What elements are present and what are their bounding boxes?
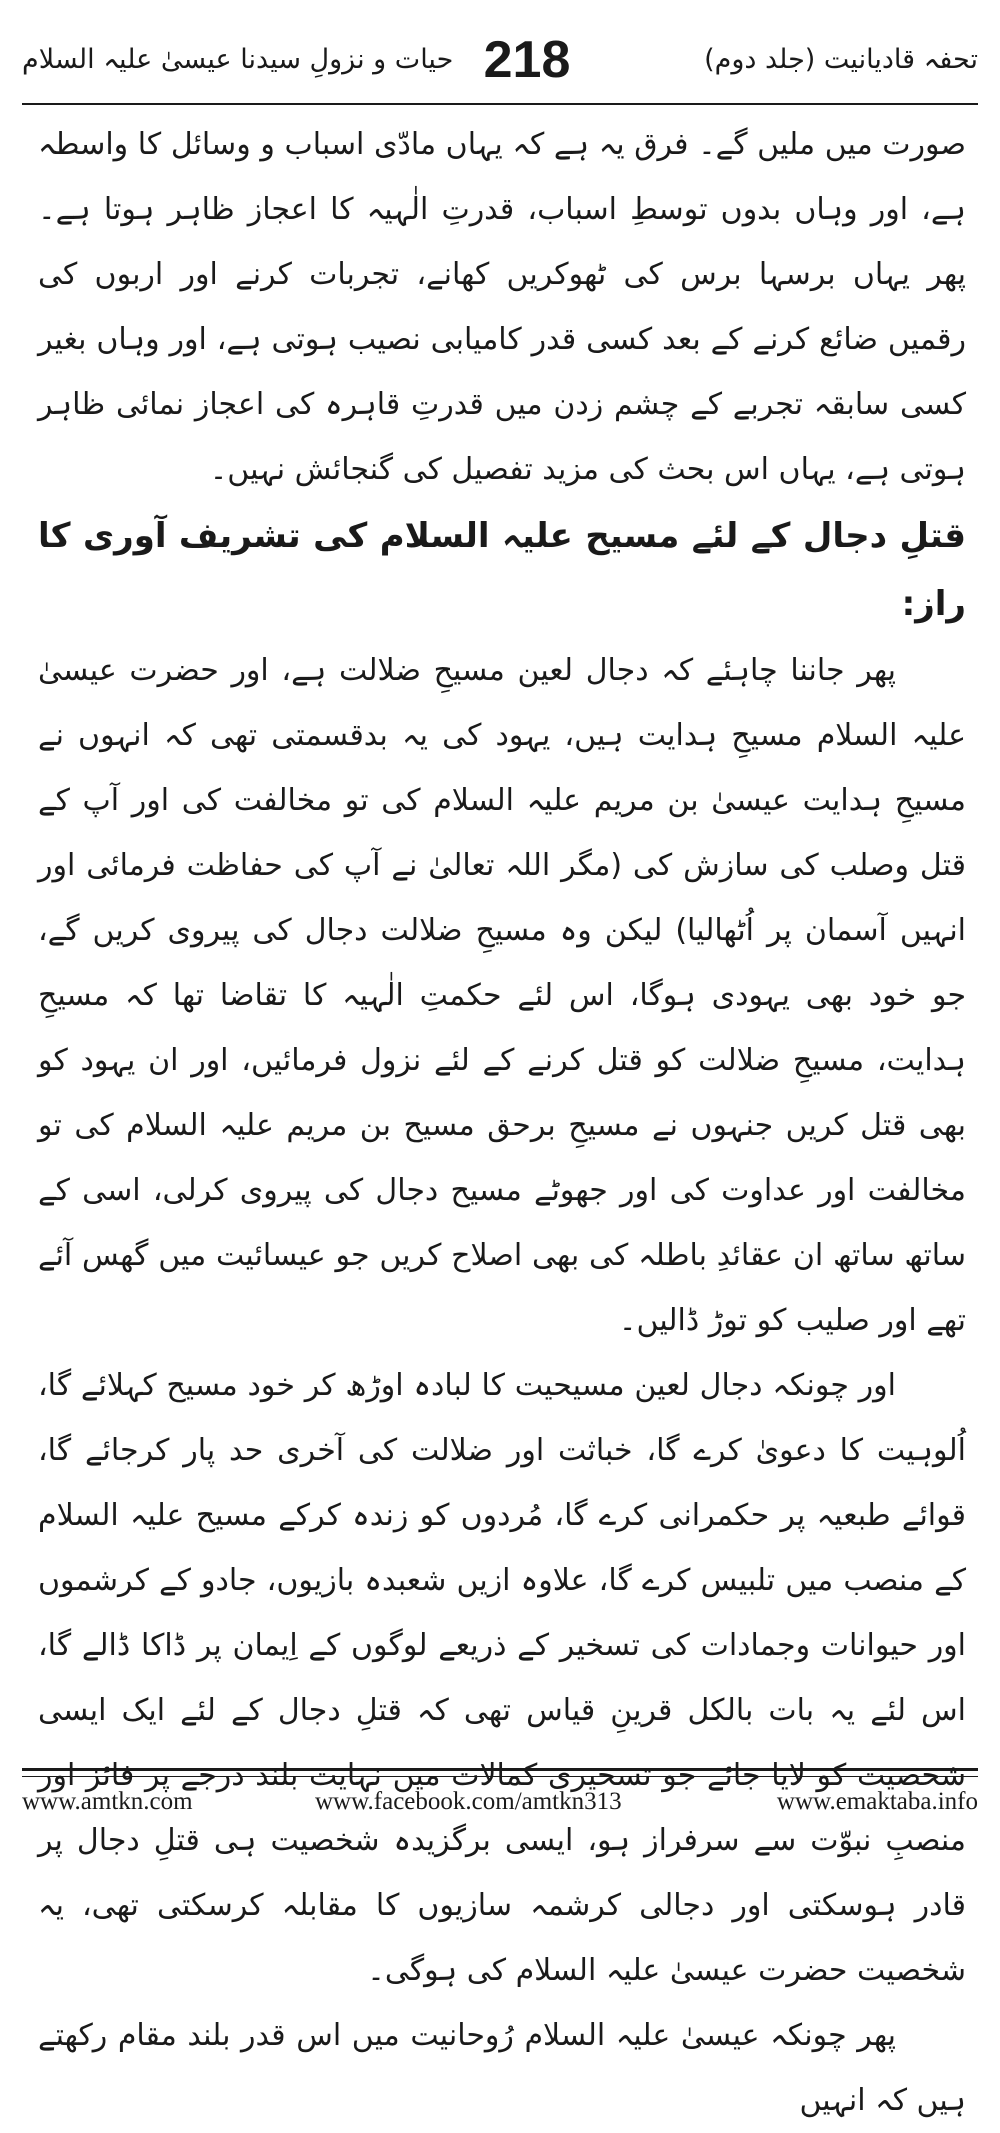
page-header	[22, 30, 978, 100]
paragraph-4: پھر چونکہ عیسیٰ علیہ السلام رُوحانیت میں اس قدر بلند مقام رکھتے ہیں کہ انہیں	[38, 2018, 966, 2118]
footer-divider	[22, 1768, 978, 1777]
page-number: 218	[483, 31, 571, 89]
book-title: تحفہ قادیانیت (جلد دوم)	[704, 44, 978, 75]
section-heading: قتلِ دجال کے لئے مسیح علیہ السلام کی تشریف آوری کا راز:	[38, 516, 966, 624]
chapter-title: حیات و نزولِ سیدنا عیسیٰ علیہ السلام	[22, 44, 454, 75]
footer-link-emaktaba[interactable]: www.emaktaba.info	[776, 1788, 978, 1815]
paragraph-2: پھر جاننا چاہئے کہ دجال لعین مسیحِ ضلالت ہے، اور حضرت عیسیٰ علیہ السلام مسیحِ ہدایت ہیں، یہود کی یہ بدقسمتی تھی کہ انہوں نے مسیحِ ہدایت عیسیٰ بن مریم علیہ السلام کی تو مخالفت کی اور آپ کے قتل وصلب کی سازش کی (مگر اللہ تعالیٰ نے آپ کی حفاظت فرمائی اور انہیں آسمان پر اُٹھالیا) لیکن وہ مسیحِ ضلالت دجال کی پیروی کریں گے، جو خود بھی یہودی ہوگا، اس لئے حکمتِ الٰہیہ کا تقاضا تھا کہ مسیحِ ہدایت، مسیحِ ضلالت کو قتل کرنے کے لئے نزول فرمائیں، اور ان یہود کو بھی قتل کریں جنہوں نے مسیحِ برحق مسیح بن مریم علیہ السلام کی تو مخالفت اور عداوت کی اور جھوٹے مسیح دجال کی پیروی کرلی، اسی کے ساتھ ساتھ ان عقائدِ باطلہ کی بھی اصلاح کریں جو عیسائیت میں گھس آئے تھے اور صلیب کو توڑ ڈالیں۔	[38, 653, 966, 1338]
footer-link-facebook[interactable]: www.facebook.com/amtkn313	[315, 1788, 622, 1815]
paragraph-3: اور چونکہ دجال لعین مسیحیت کا لبادہ اوڑھ کر خود مسیح کہلائے گا، اُلوہیت کا دعویٰ کرے گا، خباثت اور ضلالت کی آخری حد پار کرجائے گا، قوائے طبعیہ پر حکمرانی کرے گا، مُردوں کو زندہ کرکے مسیح علیہ السلام کے منصب میں تلبیس کرے گا، علاوہ ازیں شعبدہ بازیوں، جادو کے کرشموں اور حیوانات وجمادات کی تسخیر کے ذریعے لوگوں کے اِیمان پر ڈاکا ڈالے گا، اس لئے یہ بات بالکل قرینِ قیاس تھی کہ قتلِ دجال کے لئے ایک ایسی شخصیت کو لایا جائے جو تسخیری کمالات میں نہایت بلند درجے پر فائز اور منصبِ نبوّت سے سرفراز ہو، ایسی برگزیدہ شخصیت ہی قتلِ دجال پر قادر ہوسکتی اور دجالی کرشمہ سازیوں کا مقابلہ کرسکتی تھی، یہ شخصیت حضرت عیسیٰ علیہ السلام کی ہوگی۔	[38, 1368, 966, 1988]
footer-rule-thin	[22, 1776, 978, 1777]
footer-rule-thick	[22, 1768, 978, 1771]
paragraph-1: صورت میں ملیں گے۔ فرق یہ ہے کہ یہاں مادّی اسباب و وسائل کا واسطہ ہے، اور وہاں بدوں توسطِ اسباب، قدرتِ الٰہیہ کا اعجاز ظاہر ہوتا ہے۔ پھر یہاں برسہا برس کی ٹھوکریں کھانے، تجربات کرنے اور اربوں کی رقمیں ضائع کرنے کے بعد کسی قدر کامیابی نصیب ہوتی ہے، اور وہاں بغیر کسی سابقہ تجربے کے چشم زدن میں قدرتِ قاہرہ کی اعجاز نمائی ظاہر ہوتی ہے، یہاں اس بحث کی مزید تفصیل کی گنجائش نہیں۔	[38, 127, 966, 487]
page-footer	[22, 1788, 978, 1828]
header-divider	[22, 103, 978, 105]
footer-link-amtkn[interactable]: www.amtkn.com	[22, 1788, 193, 1815]
